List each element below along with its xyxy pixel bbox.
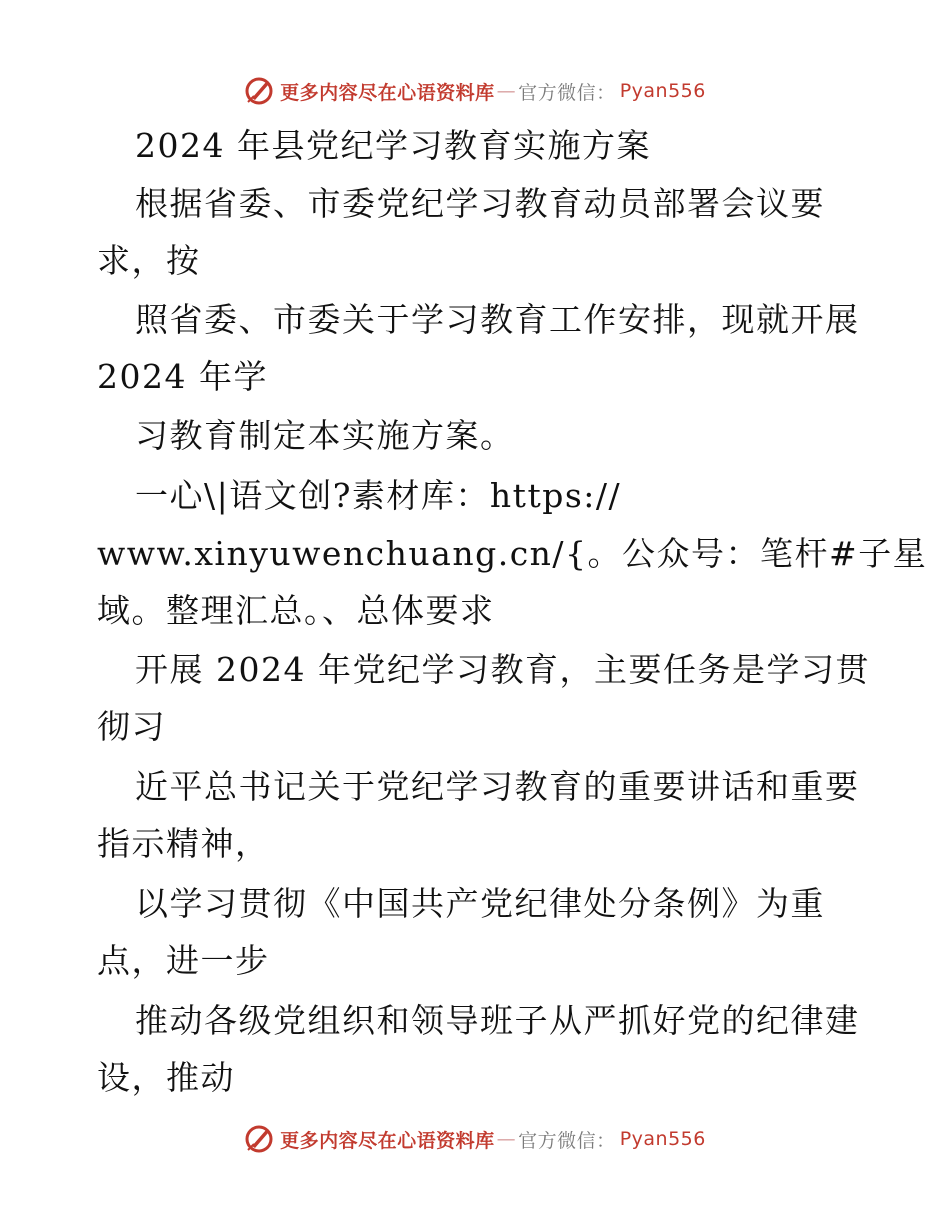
paragraph-line: 一心\|语文创?素材库：https:// [135,476,622,515]
banner-wechat-id: Pyan556 [619,1128,706,1150]
paragraph-line: 推动各级党组织和领导班子从严抓好党的纪律建 [135,1001,860,1040]
paragraph-line: 指示精神， [97,824,270,863]
paragraph-line: 彻习 [97,707,166,746]
paragraph-line: 照省委、市委关于学习教育工作安排，现就开展 [135,300,860,339]
paragraph-line: 习教育制定本实施方案。 [135,416,515,455]
paragraph-line: www.xinyuwenchuang.cn/{。公众号：笔杆#子星 [97,534,928,573]
paragraph-line: 开展 2024 年党纪学习教育，主要任务是学习贯 [135,650,870,689]
paragraph-line: 求，按 [97,241,201,280]
banner-wechat-id: Pyan556 [619,80,706,102]
footer-watermark-banner [0,1119,950,1159]
paragraph-line: 2024 年学 [97,357,268,396]
banner-wechat-label: 官方微信： [518,81,616,104]
banner-dash: — [496,80,517,102]
document-title: 2024 年县党纪学习教育实施方案 [135,126,651,165]
paragraph-line: 根据省委、市委党纪学习教育动员部署会议要 [135,184,825,223]
paragraph-line: 以学习贯彻《中国共产党纪律处分条例》为重 [135,884,825,923]
paragraph-line: 域。整理汇总。、总体要求 [97,591,495,630]
banner-main-text: 更多内容尽在心语资料库 [280,1129,495,1152]
banner-main-text: 更多内容尽在心语资料库 [280,81,495,104]
quill-logo-icon [244,1124,274,1154]
paragraph-line: 近平总书记关于党纪学习教育的重要讲话和重要 [135,767,860,806]
paragraph-line: 设，推动 [97,1058,235,1097]
banner-dash: — [496,1128,517,1150]
banner-text [280,1126,706,1153]
paragraph-line: 点，进一步 [97,941,270,980]
banner-wechat-label: 官方微信： [518,1129,616,1152]
